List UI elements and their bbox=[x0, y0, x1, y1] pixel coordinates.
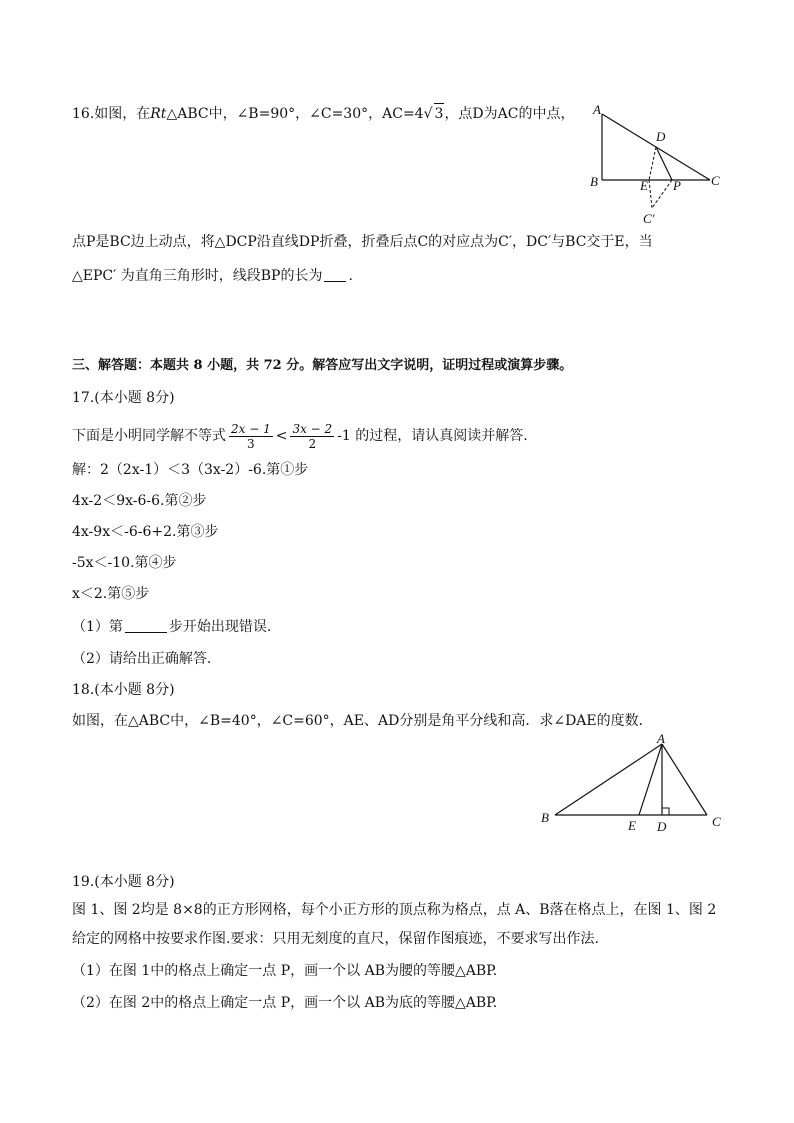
sqrt-symbol: √ bbox=[423, 106, 433, 122]
q18-figure bbox=[535, 732, 735, 832]
q17-step-1: 解：2（2x-1）＜3（3x-2）-6.第①步 bbox=[72, 462, 309, 478]
q16-line1 bbox=[72, 103, 574, 124]
q17-step-4: -5x＜-10.第④步 bbox=[72, 555, 177, 571]
q17-part2: （2）请给出正确解答. bbox=[72, 651, 212, 667]
q19-line2: 给定的网格中按要求作图.要求：只用无刻度的直尺，保留作图痕迹，不要求写出作法. bbox=[72, 931, 599, 947]
q18-label-a: A bbox=[657, 732, 665, 746]
q17-frac2-num: 3x − 2 bbox=[292, 421, 333, 436]
q16-line2: 点P是BC边上动点，将△DCP沿直线DP折叠，折叠后点C的对应点为C′，DC′与BC交于E，当 bbox=[72, 234, 653, 250]
q16-line1-post: ，点D为AC的中点， bbox=[444, 106, 575, 122]
q18-bisector-ae bbox=[639, 744, 662, 815]
q18-label-d: D bbox=[657, 819, 667, 832]
q17-frac1-den: 3 bbox=[247, 436, 255, 451]
section3-heading: 三、解答题：本题共 8 小题，共 72 分。解答应写出文字说明，证明过程或演算步骤。 bbox=[72, 358, 573, 373]
q18-right-angle-mark bbox=[662, 808, 669, 815]
q17-part1 bbox=[72, 617, 271, 637]
q17-intro-pre: 下面是小明同学解不等式 bbox=[72, 428, 226, 444]
q16-label-b: B bbox=[590, 174, 598, 189]
q19-part2: （2）在图 2中的格点上确定一点 P，画一个以 AB为底的等腰△ABP. bbox=[72, 995, 498, 1011]
q16-line3-text: △EPC′ 为直角三角形时，线段BP的长为 bbox=[72, 268, 323, 284]
q17-frac1-num: 2x − 1 bbox=[231, 421, 271, 436]
q18-label-e: E bbox=[628, 818, 636, 832]
q18-side-ab bbox=[555, 744, 662, 815]
q16-figure bbox=[585, 100, 735, 230]
q17-fraction-left bbox=[229, 422, 273, 451]
q17-fraction-right bbox=[290, 422, 334, 451]
q16-label-c-prime: C′ bbox=[643, 211, 655, 226]
q16-answer-blank[interactable] bbox=[324, 267, 346, 282]
q17-intro bbox=[72, 418, 528, 454]
q18-label-c: C bbox=[712, 814, 721, 829]
q17-step-5: x＜2.第⑤步 bbox=[72, 586, 150, 602]
q16-line1-pre: 16.如图，在 bbox=[72, 106, 151, 122]
q18-title: 18.(本小题 8分) bbox=[72, 682, 175, 698]
q17-step-2: 4x-2＜9x-6-6.第②步 bbox=[72, 493, 207, 509]
q16-line1-mid: △ABC中，∠B=90°，∠C=30°，AC=4 bbox=[166, 106, 424, 122]
q16-segment-ec-prime bbox=[649, 180, 652, 208]
q16-segment-de bbox=[649, 147, 656, 180]
q19-line1: 图 1、图 2均是 8×8的正方形网格，每个小正方形的顶点称为格点，点 A、B落在格点上，在图 1、图 2 bbox=[72, 902, 717, 918]
q16-label-e: E bbox=[640, 178, 648, 193]
q16-rt-label: Rt bbox=[150, 106, 167, 122]
q18-side-ac bbox=[662, 744, 707, 815]
q17-title: 17.(本小题 8分) bbox=[72, 390, 175, 406]
q17-step-3: 4x-9x＜-6-6+2.第③步 bbox=[72, 524, 219, 540]
q17-frac2-den: 2 bbox=[308, 436, 317, 451]
q16-label-d: D bbox=[656, 129, 666, 144]
q19-part1: （1）在图 1中的格点上确定一点 P，画一个以 AB为腰的等腰△ABP. bbox=[72, 963, 498, 979]
q17-part1-post: 步开始出现错误. bbox=[168, 619, 272, 635]
q18-label-b: B bbox=[541, 810, 549, 825]
q16-label-a: A bbox=[593, 102, 601, 117]
q16-sqrt-value: 3 bbox=[434, 103, 445, 124]
q16-line3-end: . bbox=[348, 268, 353, 284]
q18-text: 如图，在△ABC中，∠B=40°，∠C=60°，AE、AD分别是角平分线和高．求∠DAE的度数． bbox=[72, 713, 653, 729]
q19-title: 19.(本小题 8分) bbox=[72, 874, 175, 890]
q17-lt-sign: < bbox=[275, 428, 288, 444]
q16-label-p: P bbox=[673, 178, 681, 193]
q17-intro-post: -1 的过程，请认真阅读并解答. bbox=[337, 428, 528, 444]
q17-part1-pre: （1）第 bbox=[72, 619, 123, 635]
q17-answer-blank[interactable] bbox=[125, 618, 167, 633]
q16-line3 bbox=[72, 266, 353, 286]
q16-label-c: C bbox=[711, 173, 720, 188]
q16-segment-pc-prime bbox=[652, 180, 672, 208]
